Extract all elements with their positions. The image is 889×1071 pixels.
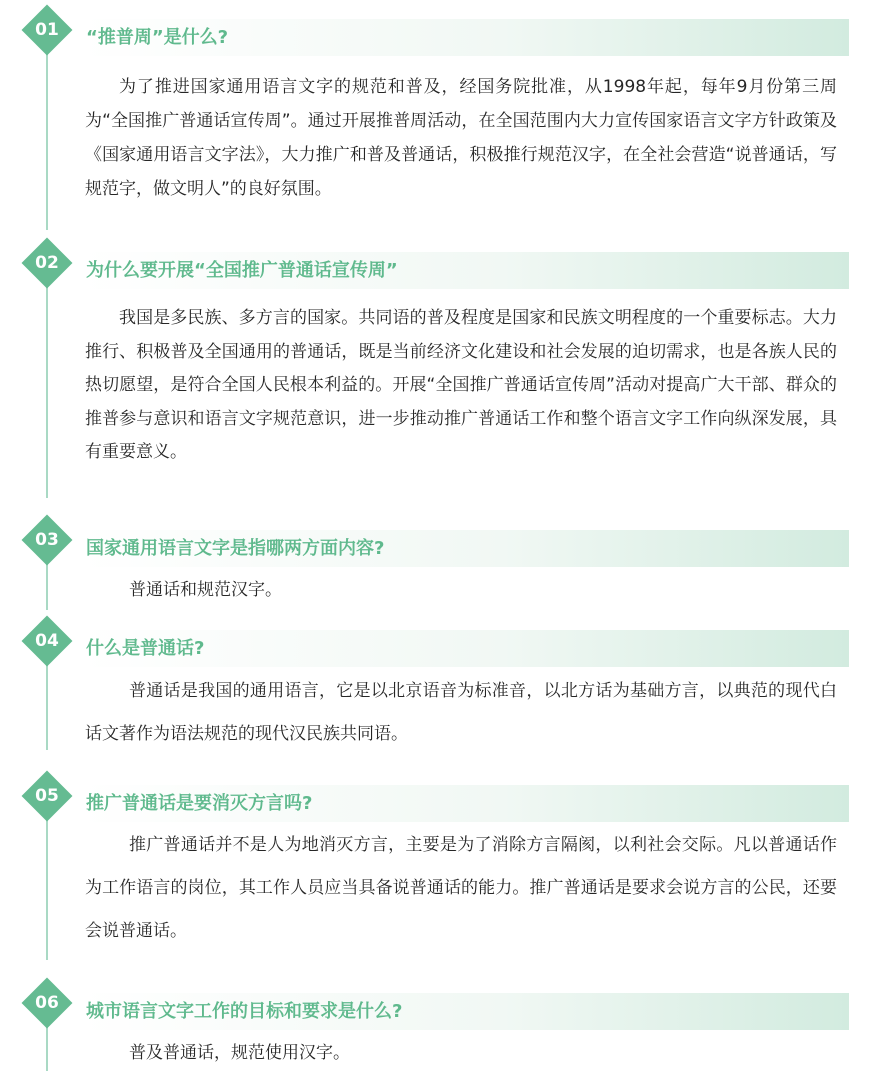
section-body: 推广普通话并不是人为地消灭方言，主要是为了消除方言隔阂，以利社会交际。凡以普通话作为工作语言的岗位，其工作人员应当具备说普通话的能力。推广普通话是要求会说方言的公民，还要会说普通话。 <box>85 835 837 941</box>
section-title: 为什么要开展“全国推广普通话宣传周” <box>86 260 398 281</box>
section-number-badge <box>22 978 72 1028</box>
section-title: 国家通用语言文字是指哪两方面内容? <box>86 538 385 559</box>
section-number-badge <box>22 238 72 288</box>
section-title-bar <box>82 993 849 1030</box>
section-number: 05 <box>35 786 59 806</box>
section-title: 推广普通话是要消灭方言吗? <box>86 793 313 814</box>
section-number: 06 <box>35 993 59 1013</box>
section-number: 04 <box>35 631 59 651</box>
section-title-bar <box>82 785 849 822</box>
section-number-badge <box>22 616 72 666</box>
section-title-bar <box>82 630 849 667</box>
section-title-bar <box>82 19 849 56</box>
section-title: 城市语言文字工作的目标和要求是什么? <box>86 1001 403 1022</box>
section-title: “推普周”是什么? <box>86 27 229 48</box>
section-number-badge <box>22 771 72 821</box>
section-body: 为了推进国家通用语言文字的规范和普及，经国务院批准，从1998年起，每年9月份第三周为“全国推广普通话宣传周”。通过开展推普周活动，在全国范围内大力宣传国家语言文字方针政策及《国家通用语言文字法》，大力推广和普及普通话，积极推行规范汉字，在全社会营造“说普通话，写规范字，做文明人”的良好氛围。 <box>85 77 837 199</box>
section-number: 03 <box>35 530 59 550</box>
section-body: 普及普通话，规范使用汉字。 <box>129 1043 350 1063</box>
section-number: 01 <box>35 20 59 40</box>
section-number-badge <box>22 515 72 565</box>
section-title: 什么是普通话? <box>86 638 205 659</box>
section-body: 我国是多民族、多方言的国家。共同语的普及程度是国家和民族文明程度的一个重要标志。大力推行、积极普及全国通用的普通话，既是当前经济文化建设和社会发展的迫切需求，也是各族人民的热切愿望，是符合全国人民根本利益的。开展“全国推广普通话宣传周”活动对提高广大干部、群众的推普参与意识和语言文字规范意识，进一步推动推广普通话工作和整个语言文字工作向纵深发展，具有重要意义。 <box>85 308 837 462</box>
section-title-bar <box>82 252 849 289</box>
timeline-line <box>46 265 48 498</box>
section-body: 普通话是我国的通用语言，它是以北京语音为标准音，以北方话为基础方言，以典范的现代白话文著作为语法规范的现代汉民族共同语。 <box>85 681 837 744</box>
section-title-bar <box>82 530 849 567</box>
section-body: 普通话和规范汉字。 <box>129 580 282 600</box>
section-number: 02 <box>35 253 59 273</box>
section-number-badge <box>22 5 72 55</box>
timeline-line <box>46 30 48 230</box>
